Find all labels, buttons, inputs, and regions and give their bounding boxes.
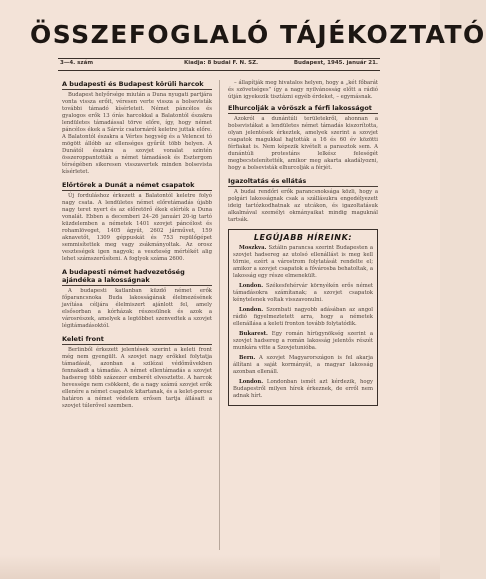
news-item-dateline: Bern.: [239, 355, 256, 361]
article-heading: Előrtörek a Dunát a német csapatok: [62, 181, 212, 191]
news-item: [233, 355, 373, 376]
header-rule-bottom: [58, 70, 380, 71]
article-heading: A budapesti és Budapest körüli harcok: [62, 80, 212, 90]
page-title: ÖSSZEFOGLALÓ TÁJÉKOZTATÓ: [30, 20, 486, 49]
article-text: Új forduláshoz érkezett a Balatontól keletre folyó nagy csata. A lendületes német előretámadás újabb nagy teret nyert és az előretörő ékek elérték a Duna vonalát. Ebben a decemberi 24–26 januári 20-ig tartó küzdelemben a németek 1401 szovjet páncélost és rohamlöveget, 1405 ágyút, 2602 járművet, 159 aknavetőt, 1309 géppuskát és 753 repülőgépet semmisítettek meg vagy zsákmányoltak. Az orosz veszteségek igen nagyok; a veszteség mértékét alig lehet számszerűsíteni. A foglyok száma 2600.: [62, 193, 212, 262]
article-identification: [228, 177, 378, 224]
article-german-gift: [62, 268, 212, 330]
article-text: A budai rendőri erők parancsnoksága közli, hogy a polgári lakosságnak csak a szállásukra engedélyezett ideig tartózkodhatnak az utcákon, és igazoltatásuk alkalmával személyi okmányaikat mindig maguknál tartsák.: [228, 189, 378, 223]
news-item-text: Egy román hírügynökség szerint a szovjet hadsereg a román lakosság jelentős részét munkára vitte a Szovjetunióba.: [233, 331, 373, 351]
news-item-text: Székesfehérvár környékén erős német támadásokra számítanak; a szovjet csapatok kénytelenek voltak visszavonulni.: [233, 283, 374, 303]
publication-date: Budapest, 1945. január 21.: [293, 60, 378, 66]
article-heading: Igazoltatás és ellátás: [228, 177, 378, 187]
article-heading: Elhurcolják a vöröszk a férfi lakosságot: [228, 104, 378, 114]
latest-news-title: LEGÚJABB HÍREINK:: [253, 233, 353, 242]
news-item-dateline: London.: [239, 283, 264, 289]
article-text: A budapesti katlanban küzdő német erők főparancsnoka Buda lakosságának élelmezésének javítása céljára élelmiszert ajánlott fel, amely elsősorban a kórházak részesülnek és azok a városrészek, amelyek a legtöbbet szenvedtek a szovjet légitámadásoktól.: [62, 288, 212, 329]
news-item-text: Sztálin parancsa szerint Budapesten a szovjet hadsereg az utolsó ellenállást is meg kell törnie, ezért a várostrom folytatását rendelte el; amikor a szovjet csapatok a fővárosba behatoltak, a lakosság egy része elmenekült.: [233, 245, 373, 279]
right-column: [228, 80, 378, 409]
article-budapest-battles: [62, 80, 212, 176]
article-heading: A budapesti német hadvezetőség ajándéka a lakosságnak: [62, 268, 212, 286]
news-item-dateline: London.: [239, 379, 264, 385]
article-text: Budapest helyőrsége miután a Duna nyugati partjára vonta vissza erőit, véresen verte vissza a bolsevisták további támadó kísérleteit. Német páncélos és gyalogos erők 13 órás harcokkal a Balatontól északra lendületes támadással törve előre, így, hogy német páncélos ékek a Sárvíz csatornáról keletre juttak előre. A Balatontól északra a Vértes hegység és a Velencei tó mögött állóbb az ellenséges gyűrűt több helyen. A Dunától északra a szovjet vonalat szintén összeroppantották a német támadások és Esztergom térségében sikeresen visszavertek minden bolsevista kísérletet.: [62, 92, 212, 175]
news-item: [233, 307, 373, 328]
news-item: [233, 283, 373, 304]
news-item-text: A szovjet Magyarországon is fel akarja állítani a saját kormányát, a magyar lakosság azonban ellenáll.: [233, 355, 374, 375]
continued-text: – állapítják meg hivatalos helyen, hogy a „két főbarát és szövetséges” így a nagy nyilvánosság előtt a rádió útján igyekezik tisztázni egyéb érdeket, – egymásnak.: [228, 80, 378, 100]
page-bottom-margin: [0, 555, 440, 579]
article-eastern-front: [62, 335, 212, 410]
news-item-text: Londonban ismét azt kérdezik, hogy Budapestről milyen hírek érkeznek, de erről nem adnak hírt.: [233, 379, 374, 399]
news-item: [233, 331, 373, 352]
news-item-dateline: London.: [239, 307, 264, 313]
news-item-dateline: Moszkva.: [239, 245, 267, 251]
header-meta: [58, 58, 380, 70]
article-text: Berlinből érkezett jelentések szerint a keleti front még nem gyengült. A szovjet nagy erőkkel folytatja támadását, azonban a szilézai védőművekben fennakadt a támadás. A német ellentámadás a szovjet hadsereg több százezer emberét elvesztette. A harcok hevessége nem csökkent, de a nagy számú szovjet erők ellenére a német csapatok kitartanak, és a kelet-porosz határon a német védelem erősen tartja állásait a szovjet túlerővel szemben.: [62, 347, 212, 409]
article-heading: Keleti front: [62, 335, 212, 345]
left-column: [62, 80, 212, 415]
news-item: [233, 245, 373, 280]
publisher: Kiadja: 8 budai F. N. SZ.: [184, 60, 259, 66]
news-item-dateline: Bukarest.: [239, 331, 268, 337]
column-divider: [219, 80, 220, 550]
article-deportation: [228, 104, 378, 172]
latest-news-box: [228, 229, 378, 406]
issue-number: 3—4. szám: [60, 60, 94, 66]
news-item-text: Szombati nagyobb adásában az angol rádió figyelmeztetett arra, hogy a németek ellenállása a keleti fronton tovább folytatódik.: [233, 307, 373, 327]
article-danube: [62, 181, 212, 263]
article-text: Azokról a dunántúli területekről, ahonnan a bolsevistákat a lendületes német támadás kiszorította, olyan jelentések érkeztek, amelyek szerint a szovjet csapatok magukkal hajtották a 16 és 60 év közötti férfiakat is. Nem képezik kivételt a parasztok sem. A dunántúli protestáns lelkész feleségét megbecstelenítették, amikor meg akarta akadályozni, hogy a bolsevisták elhurcolják a férjét.: [228, 116, 378, 171]
news-item: [233, 379, 373, 400]
